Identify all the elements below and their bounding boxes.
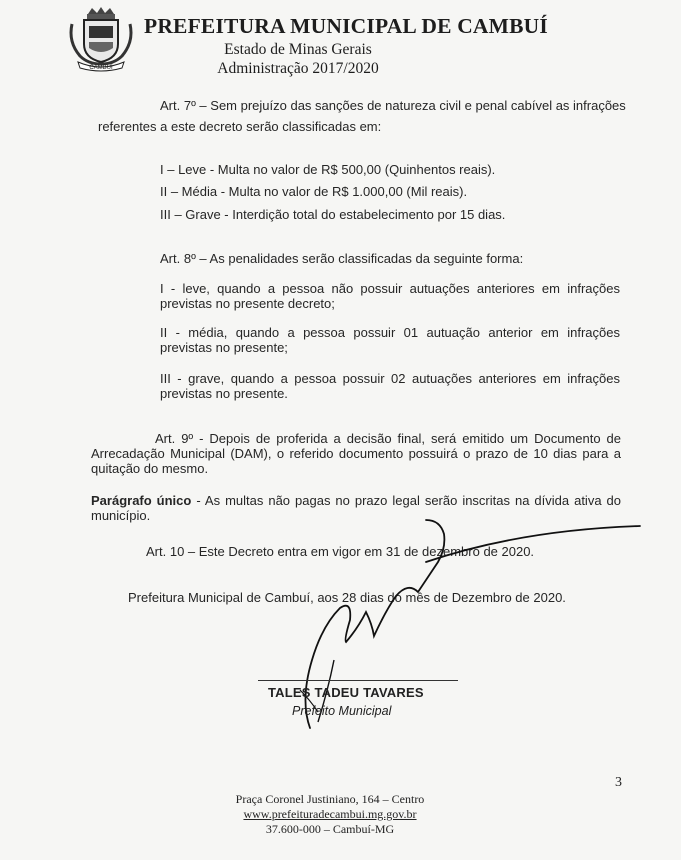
page-number: 3 bbox=[615, 775, 622, 790]
art7-item-3: III – Grave - Interdição total do estabelecimento por 15 dias. bbox=[160, 207, 506, 222]
art8-item-2: II - média, quando a pessoa possuir 01 autuação anterior em infrações previstas no presente; bbox=[160, 325, 620, 355]
signatory-role: Prefeito Municipal bbox=[292, 704, 392, 718]
paragrafo-text: - As multas não pagas no prazo legal serão inscritas na dívida ativa do município. bbox=[91, 493, 621, 523]
signatory-name: TALES TADEU TAVARES bbox=[268, 685, 424, 700]
art7-item-2: II – Média - Multa no valor de R$ 1.000,00 (Mil reais). bbox=[160, 184, 468, 199]
closing-line: Prefeitura Municipal de Cambuí, aos 28 dias do mês de Dezembro de 2020. bbox=[128, 590, 566, 605]
art7-item-1: I – Leve - Multa no valor de R$ 500,00 (Quinhentos reais). bbox=[160, 162, 496, 177]
administration-subtitle: Administração 2017/2020 bbox=[217, 60, 379, 77]
art10-paragraph: Art. 10 – Este Decreto entra em vigor em 31 de dezembro de 2020. bbox=[146, 544, 535, 559]
art8-item-1: I - leve, quando a pessoa não possuir autuações anteriores em infrações previstas no presente decreto; bbox=[160, 281, 620, 311]
page-title: PREFEITURA MUNICIPAL DE CAMBUÍ bbox=[144, 14, 548, 38]
art7-line2: referentes a este decreto serão classificadas em: bbox=[98, 119, 382, 134]
footer-website-link[interactable]: www.prefeituradecambui.mg.gov.br bbox=[243, 807, 417, 821]
art9-paragraph: Art. 9º - Depois de proferida a decisão final, será emitido um Documento de Arrecadação Municipal (DAM), o referido documento possuirá o prazo de 10 dias para a quitação do mesmo. bbox=[91, 431, 621, 476]
paragrafo-label: Parágrafo único bbox=[91, 493, 192, 508]
signature-line bbox=[258, 680, 458, 681]
art7-line1: Art. 7º – Sem prejuízo das sanções de natureza civil e penal cabível as infrações bbox=[160, 98, 626, 113]
art8-item-3: III - grave, quando a pessoa possuir 02 autuações anteriores em infrações previstas no presente. bbox=[160, 371, 620, 401]
coat-of-arms-logo bbox=[66, 4, 136, 72]
crest-banner-text: CAMBUÍ bbox=[89, 65, 113, 71]
paragrafo-unico bbox=[91, 493, 621, 523]
footer-address: Praça Coronel Justiniano, 164 – Centro bbox=[235, 792, 425, 806]
art8-intro: Art. 8º – As penalidades serão classificadas da seguinte forma: bbox=[160, 251, 524, 266]
state-subtitle: Estado de Minas Gerais bbox=[224, 41, 372, 58]
footer-cep: 37.600-000 – Cambuí-MG bbox=[265, 822, 395, 836]
